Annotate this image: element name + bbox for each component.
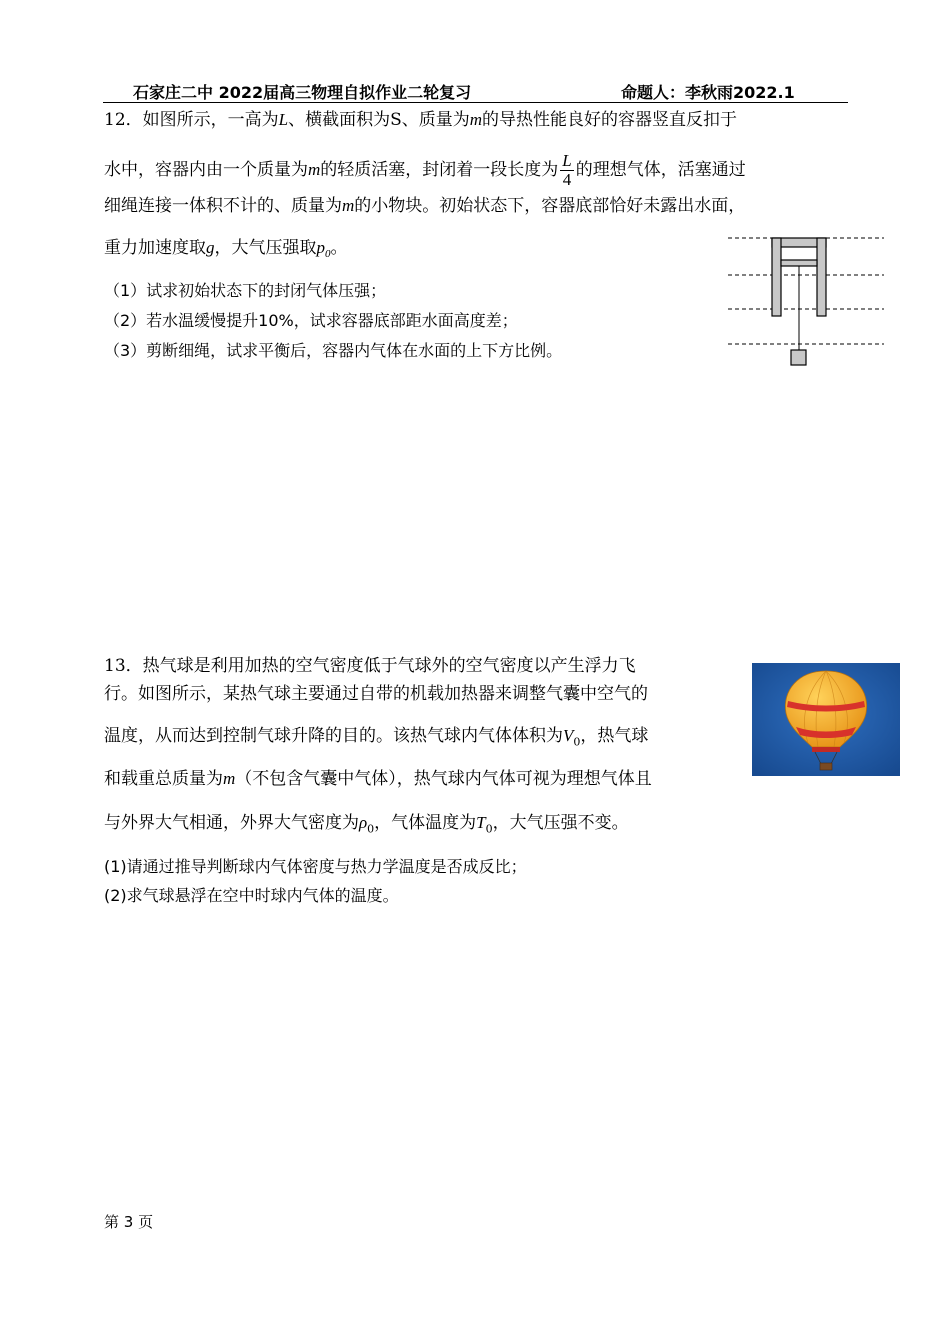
- q12-sub-2: （2）若水温缓慢提升10%，试求容器底部距水面高度差；: [104, 311, 518, 330]
- q13-line-1: 13．热气球是利用加热的空气密度低于气球外的空气密度以产生浮力飞: [104, 656, 636, 676]
- q12-line-2: 水中，容器内由一个质量为m的轻质活塞，封闭着一段长度为 $\frac{L}{4}$ 的理想气体，活塞通过: [104, 151, 746, 189]
- q13-sub-1: (1)请通过推导判断球内气体密度与热力学温度是否成反比；: [104, 857, 527, 876]
- q13-line-4: 和载重总质量为m（不包含气囊中气体），热气球内气体可视为理想气体且: [104, 769, 652, 789]
- header-school: 石家庄二中 2022届高三物理自拟作业二轮复习: [133, 83, 472, 102]
- container-piston-diagram: [728, 230, 884, 370]
- q12-sub-1: （1）试求初始状态下的封闭气体压强；: [104, 281, 387, 300]
- q12-sub-3: （3）剪断细绳，试求平衡后，容器内气体在水面的上下方比例。: [104, 341, 563, 360]
- q12-line-1: 12．如图所示，一高为L、横截面积为S、质量为m的导热性能良好的容器竖直反扣于: [104, 110, 738, 130]
- q12-line-3: 细绳连接一体积不计的、质量为m的小物块。初始状态下，容器底部恰好未露出水面，: [104, 196, 746, 216]
- q12-line-4: 重力加速度取g，大气压强取$p_0$。: [104, 238, 348, 261]
- q13-line-2: 行。如图所示，某热气球主要通过自带的机载加热器来调整气囊中空气的: [104, 684, 648, 704]
- q13-line-5: 与外界大气相通，外界大气密度为$\rho_0$，气体温度为$T_0$，大气压强不变。: [104, 813, 629, 836]
- piston: [781, 260, 817, 266]
- fraction-l-over-4: $\frac{L}{4}$: [562, 151, 572, 189]
- container-wall-left: [772, 238, 781, 316]
- header-rule: [103, 102, 848, 103]
- hot-air-balloon-image: [752, 663, 900, 776]
- container-wall-right: [817, 238, 826, 316]
- header-author: 命题人：李秋雨2022.1: [621, 83, 795, 102]
- page-number: 第 3 页: [104, 1213, 154, 1231]
- q13-line-3: 温度，从而达到控制气球升降的目的。该热气球内气体体积为$V_0$，热气球: [104, 726, 649, 749]
- block: [791, 350, 806, 365]
- q13-sub-2: (2)求气球悬浮在空中时球内气体的温度。: [104, 886, 399, 905]
